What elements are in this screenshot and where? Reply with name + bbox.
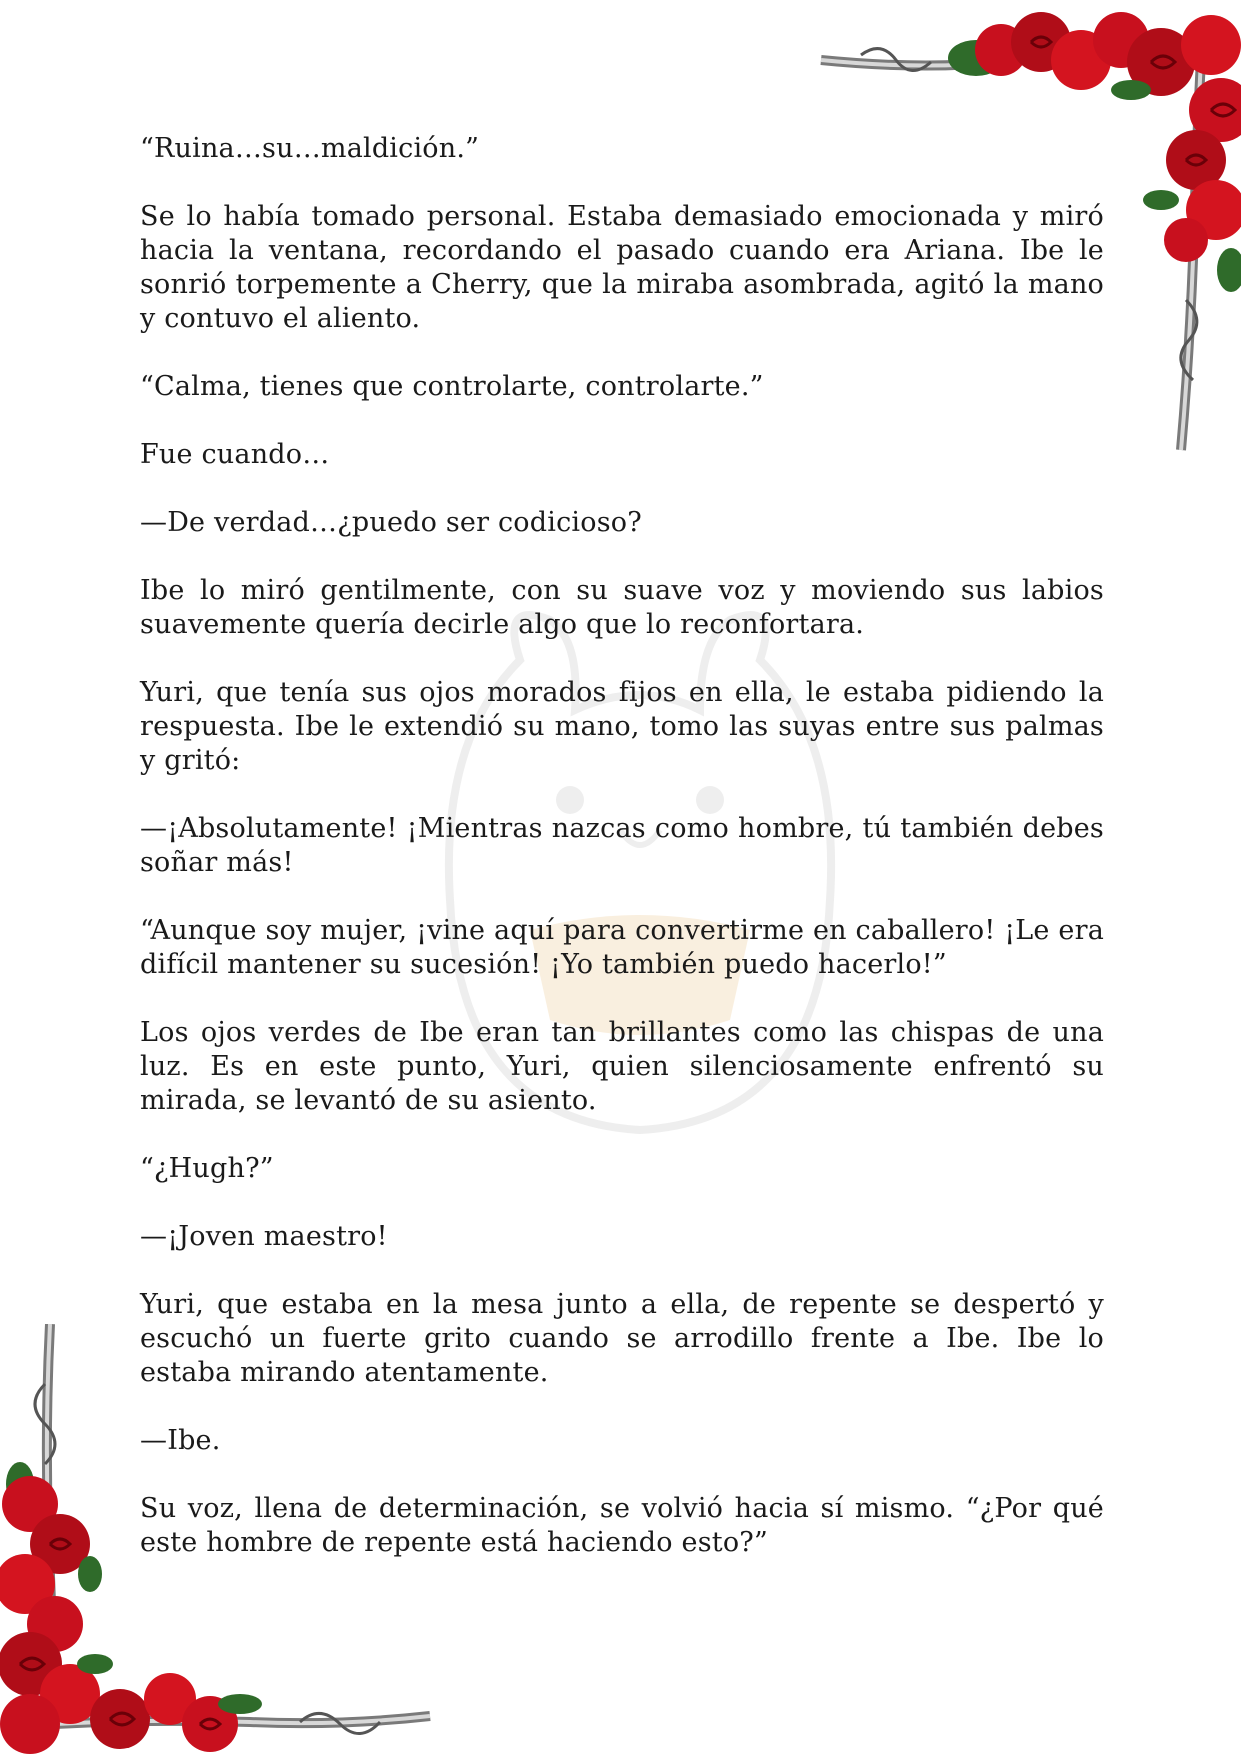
paragraph: —De verdad…¿puedo ser codicioso? bbox=[140, 507, 642, 538]
paragraph: “Calma, tienes que controlarte, controlarte.” bbox=[140, 371, 764, 402]
paragraph: Yuri, que tenía sus ojos morados fijos en ella, le estaba pidiendo la respuesta. Ibe le extendió su mano, tomo las suyas entre sus palmas y gritó: bbox=[140, 677, 1104, 776]
paragraph: —Ibe. bbox=[140, 1425, 221, 1456]
paragraph: Ibe lo miró gentilmente, con su suave voz y moviendo sus labios suavemente quería decirle algo que lo reconfortara. bbox=[140, 575, 1104, 640]
paragraph: “Aunque soy mujer, ¡vine aquí para convertirme en caballero! ¡Le era difícil mantener su sucesión! ¡Yo también puedo hacerlo!” bbox=[140, 915, 1104, 980]
paragraph: —¡Joven maestro! bbox=[140, 1221, 388, 1252]
paragraph: Los ojos verdes de Ibe eran tan brillantes como las chispas de una luz. Es en este punto, Yuri, quien silenciosamente enfrentó su mirada, se levantó de su asiento. bbox=[140, 1017, 1104, 1116]
paragraph: Su voz, llena de determinación, se volvió hacia sí mismo. “¿Por qué este hombre de repente está haciendo esto?” bbox=[140, 1493, 1104, 1558]
paragraph: —¡Absolutamente! ¡Mientras nazcas como hombre, tú también debes soñar más! bbox=[140, 813, 1104, 878]
paragraph: Yuri, que estaba en la mesa junto a ella, de repente se despertó y escuchó un fuerte grito cuando se arrodillo frente a Ibe. Ibe lo estaba mirando atentamente. bbox=[140, 1289, 1104, 1388]
document-body bbox=[140, 132, 1104, 1594]
paragraph: Fue cuando… bbox=[140, 439, 330, 470]
paragraph: “¿Hugh?” bbox=[140, 1153, 274, 1184]
paragraph: Se lo había tomado personal. Estaba demasiado emocionada y miró hacia la ventana, recordando el pasado cuando era Ariana. Ibe le sonrió torpemente a Cherry, que la miraba asombrada, agitó la mano y contuvo el aliento. bbox=[140, 201, 1104, 334]
paragraph: “Ruina…su…maldición.” bbox=[140, 133, 480, 164]
